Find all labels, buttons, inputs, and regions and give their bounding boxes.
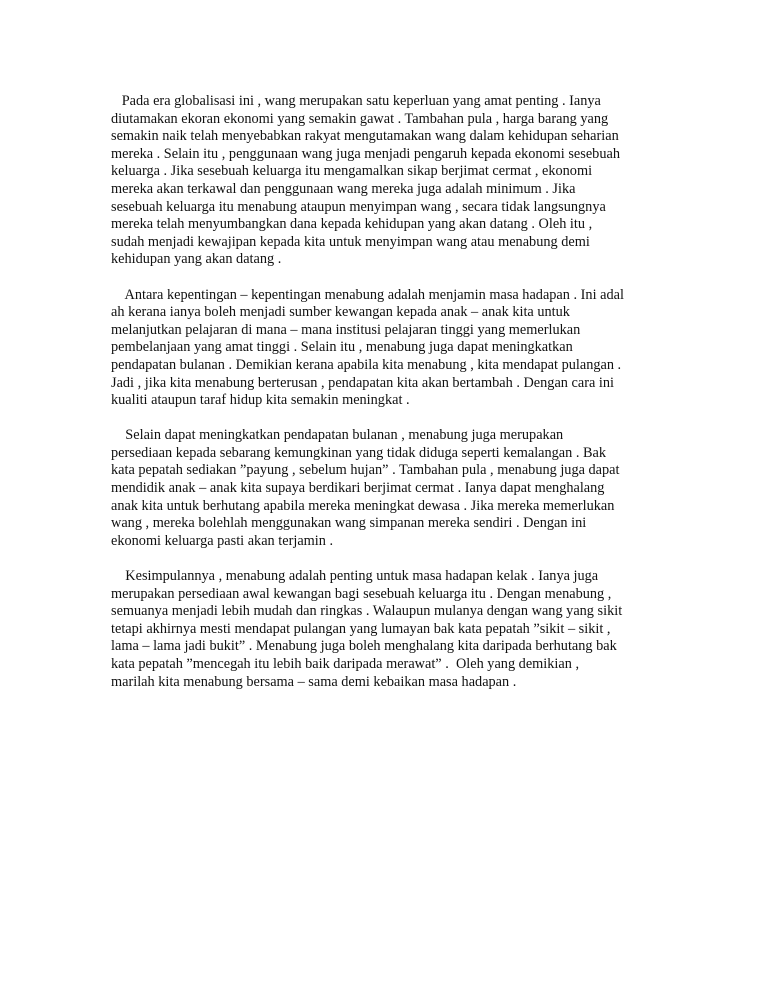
text-line: Antara kepentingan – kepentingan menabung adalah menjamin masa hadapan . Ini adal [111, 286, 624, 303]
text-line: sesebuah keluarga itu menabung ataupun menyimpan wang , secara tidak langsungnya [111, 198, 606, 215]
text-line: mereka akan terkawal dan penggunaan wang mereka juga adalah minimum . Jika [111, 180, 576, 197]
text-line: pembelanjaan yang amat tinggi . Selain itu , menabung juga dapat meningkatkan [111, 339, 573, 356]
text-line: diutamakan ekoran ekonomi yang semakin gawat . Tambahan pula , harga barang yang [111, 110, 609, 127]
paragraph-importance [111, 287, 659, 410]
text-line: kata pepatah sediakan ”payung , sebelum hujan” . Tambahan pula , menabung juga dapat [111, 462, 620, 479]
text-line: semakin naik telah menyebabkan rakyat mengutamakan wang dalam kehidupan seharian [111, 128, 619, 145]
paragraph-conclusion [111, 568, 659, 691]
text-line: pendapatan bulanan . Demikian kerana apabila kita menabung , kita mendapat pulangan . [111, 356, 622, 373]
text-line: semuanya menjadi lebih mudah dan ringkas . Walaupun mulanya dengan wang yang sikit [111, 603, 623, 620]
paragraph-preparation [111, 427, 659, 550]
document-body [111, 93, 659, 709]
paragraph-introduction [111, 93, 659, 269]
text-line: ah kerana ianya boleh menjadi sumber kewangan kepada anak – anak kita untuk [111, 304, 570, 321]
text-line: melanjutkan pelajaran di mana – mana institusi pelajaran tinggi yang memerlukan [111, 321, 581, 338]
text-line: kata pepatah ”mencegah itu lebih baik daripada merawat” . Oleh yang demikian , [111, 656, 580, 672]
text-line: ekonomi keluarga pasti akan terjamin . [111, 532, 334, 549]
text-line: marilah kita menabung bersama – sama demi kebaikan masa hadapan . [111, 673, 517, 690]
text-line: keluarga . Jika sesebuah keluarga itu mengamalkan sikap berjimat cermat , ekonomi [111, 163, 593, 180]
text-line: tetapi akhirnya mesti mendapat pulangan yang lumayan bak kata pepatah ”sikit – sikit , [111, 620, 611, 637]
text-line: mereka . Selain itu , penggunaan wang juga menjadi pengaruh kepada ekonomi sesebuah [111, 145, 620, 162]
text-line: merupakan persediaan awal kewangan bagi sesebuah keluarga itu . Dengan menabung , [111, 585, 612, 602]
text-line: sudah menjadi kewajipan kepada kita untuk menyimpan wang atau menabung demi [111, 233, 590, 250]
text-line: wang , mereka bolehlah menggunakan wang simpanan mereka sendiri . Dengan ini [111, 515, 587, 532]
text-line: persediaan kepada sebarang kemungkinan yang tidak diduga seperti kemalangan . Bak [111, 444, 607, 461]
text-line: Pada era globalisasi ini , wang merupakan satu keperluan yang amat penting . Ianya [111, 93, 601, 109]
text-line: anak kita untuk berhutang apabila mereka meningkat dewasa . Jika mereka memerlukan [111, 497, 615, 514]
text-line: Selain dapat meningkatkan pendapatan bulanan , menabung juga merupakan [111, 427, 564, 444]
text-line: mendidik anak – anak kita supaya berdikari berjimat cermat . Ianya dapat menghalang [111, 480, 605, 497]
text-line: kehidupan yang akan datang . [111, 251, 282, 268]
text-line: lama – lama jadi bukit” . Menabung juga boleh menghalang kita daripada berhutang bak [111, 638, 617, 655]
text-line: Jadi , jika kita menabung berterusan , pendapatan kita akan bertambah . Dengan cara ini [111, 374, 614, 391]
text-line: kualiti ataupun taraf hidup kita semakin meningkat . [111, 392, 410, 409]
text-line: mereka telah menyumbangkan dana kepada kehidupan yang akan datang . Oleh itu , [111, 216, 593, 233]
text-line: Kesimpulannya , menabung adalah penting untuk masa hadapan kelak . Ianya juga [111, 568, 599, 585]
